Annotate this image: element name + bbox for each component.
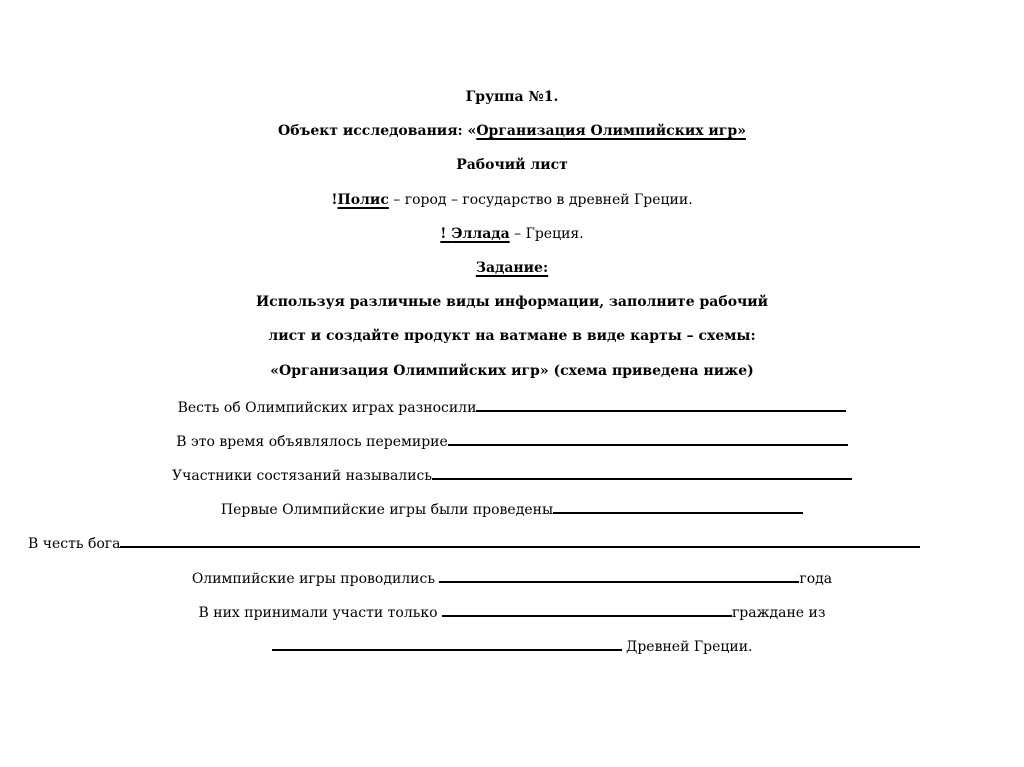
answer-blank[interactable] bbox=[476, 388, 846, 412]
fill-line bbox=[0, 524, 1024, 558]
fill-text: В них принимали участи только bbox=[198, 604, 442, 621]
def-text: – город – государство в древней Греции. bbox=[388, 191, 693, 208]
answer-blank[interactable] bbox=[439, 559, 799, 583]
fill-text: Олимпийские игры проводились bbox=[191, 570, 440, 587]
group-title: Группа №1. bbox=[465, 89, 559, 105]
fill-line bbox=[0, 422, 1024, 456]
answer-blank[interactable] bbox=[553, 490, 803, 514]
definition-polis bbox=[0, 183, 1024, 217]
task-heading: Задание: bbox=[475, 259, 549, 276]
task-line: Используя различные виды информации, заполните рабочий bbox=[255, 294, 769, 311]
fill-line bbox=[0, 559, 1024, 593]
object-suffix: » bbox=[737, 123, 746, 140]
answer-blank[interactable] bbox=[120, 524, 920, 548]
def-term: Полис bbox=[337, 191, 389, 208]
def-term: Эллада bbox=[451, 225, 510, 242]
fill-line bbox=[0, 388, 1024, 422]
fill-text: В это время объявлялось перемирие bbox=[176, 433, 448, 450]
fill-text-after: граждане из bbox=[731, 604, 826, 621]
fill-text: Участники состязаний назывались bbox=[172, 468, 432, 485]
task-line: лист и создайте продукт на ватмане в виде карты – схемы: bbox=[268, 328, 756, 345]
fill-text: Первые Олимпийские игры были проведены bbox=[220, 502, 554, 519]
def-prefix: ! bbox=[331, 191, 338, 208]
fill-text-after: года bbox=[799, 570, 833, 587]
fill-line bbox=[0, 490, 1024, 524]
worksheet-document bbox=[0, 80, 1024, 661]
object-title: Организация Олимпийских игр bbox=[476, 123, 738, 140]
answer-blank[interactable] bbox=[448, 422, 848, 446]
def-text: – Греция. bbox=[509, 225, 584, 242]
answer-blank[interactable] bbox=[272, 627, 622, 651]
definition-ellada bbox=[0, 217, 1024, 251]
answer-blank[interactable] bbox=[432, 456, 852, 480]
fill-line bbox=[0, 456, 1024, 490]
fill-line bbox=[0, 593, 1024, 627]
def-prefix: ! bbox=[440, 225, 452, 242]
fill-text: В честь бога bbox=[28, 536, 121, 553]
research-object bbox=[0, 114, 1024, 148]
object-prefix: Объект исследования: « bbox=[278, 123, 477, 140]
answer-blank[interactable] bbox=[442, 593, 732, 617]
worksheet-title: Рабочий лист bbox=[456, 157, 568, 174]
fill-text-after: Древней Греции. bbox=[621, 639, 753, 655]
task-line: «Организация Олимпийских игр» (схема приведена ниже) bbox=[270, 362, 754, 379]
fill-text: Весть об Олимпийских играх разносили bbox=[177, 399, 477, 416]
fill-line bbox=[0, 627, 1024, 661]
